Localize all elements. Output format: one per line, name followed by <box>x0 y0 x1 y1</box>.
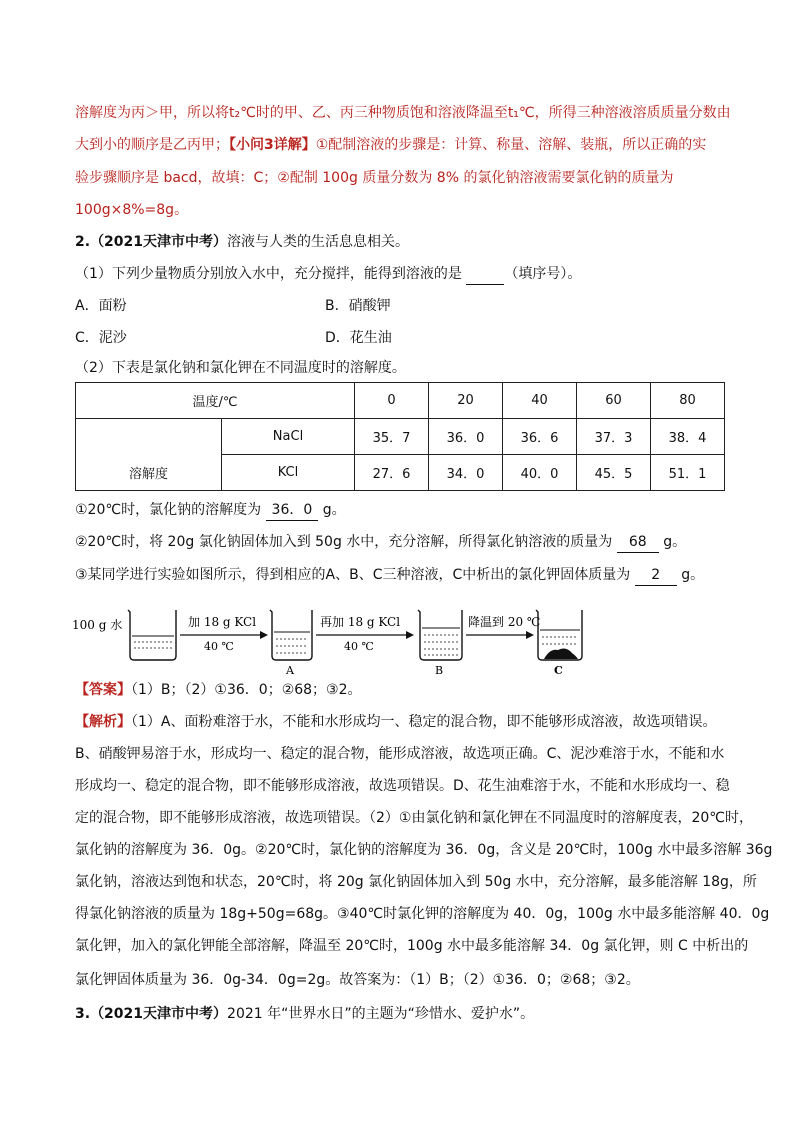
value-cell: 40．0 <box>503 455 577 491</box>
analysis-text: （1）A、面粉难溶于水，不能和水形成均一、稳定的混合物，即不能够形成溶液，故选项错误。 <box>131 714 717 730</box>
start-label: 100 g 水 <box>72 618 123 632</box>
part-1-text: （1）下列少量物质分别放入水中，充分搅拌，能得到溶液的是 <box>75 266 462 282</box>
temp-cell: 60 <box>577 383 651 419</box>
beaker-a-label: A <box>286 664 294 677</box>
value-cell: 45．5 <box>577 455 651 491</box>
prev-solution-line: 验步骤顺序是 bacd，故填：C；②配制 100g 质量分数为 8% 的氯化钠溶液需要氯化钠的质量为 <box>75 170 674 186</box>
analysis-line: 氯化钾，加入的氯化钾能全部溶解，降温至 20℃时，100g 水中最多能溶解 34．0g 氯化钾，则 C 中析出的 <box>75 938 749 954</box>
temp-cell: 80 <box>651 383 725 419</box>
question-number: 3. <box>75 1006 91 1022</box>
step-1-temp: 40 ℃ <box>204 640 234 653</box>
prev-solution-line: 100g×8%=8g。 <box>75 202 189 218</box>
row-label: 溶解度 <box>76 419 222 491</box>
analysis-line: 氯化钾固体质量为 36．0g-34．0g=2g。故答案为：（1）B；（2）①36．0；②68；③2。 <box>75 972 640 988</box>
question-source: （2021天津市中考） <box>90 1006 228 1022</box>
question-stem: 2021 年“世界水日”的主题为“珍惜水、爱护水”。 <box>227 1006 535 1022</box>
option-b: B．硝酸钾 <box>325 298 391 314</box>
sub-question-1 <box>75 500 725 521</box>
question-2-header <box>75 232 725 252</box>
value-cell: 37．3 <box>577 419 651 455</box>
step-1-label: 加 18 g KCl <box>188 615 257 629</box>
arrow-icon <box>466 631 534 639</box>
value-cell: 38．4 <box>651 419 725 455</box>
header-label: 温度/℃ <box>76 383 355 419</box>
sub-question-unit: g。 <box>681 567 705 583</box>
value-cell: 34．0 <box>429 455 503 491</box>
answer-line <box>75 680 725 700</box>
beaker-c-icon <box>536 610 582 660</box>
beaker-icon <box>128 610 176 660</box>
beaker-a-icon <box>270 610 312 660</box>
question-3-header <box>75 1004 725 1024</box>
beaker-b-label: B <box>435 664 444 677</box>
answer-blank: 2 <box>635 565 677 586</box>
answer-blank: 68 <box>617 532 659 553</box>
experiment-diagram-svg <box>72 598 632 678</box>
arrow-icon <box>316 631 414 639</box>
part-1-tail: （填序号）。 <box>504 266 582 282</box>
value-cell: 36．6 <box>503 419 577 455</box>
table-header-row <box>76 383 725 419</box>
table-row <box>76 419 725 455</box>
sub-question-3 <box>75 565 725 586</box>
analysis-line: 定的混合物，即不能够形成溶液，故选项错误。（2）①由氯化钠和氯化钾在不同温度时的溶解度表，20℃时， <box>75 810 753 826</box>
sub-question-text: ②20℃时，将 20g 氯化钠固体加入到 50g 水中，充分溶解，所得氯化钠溶液的质量为 <box>75 534 613 550</box>
answer-text: （1）B；（2）①36．0；②68；③2。 <box>131 682 362 698</box>
temp-cell: 20 <box>429 383 503 419</box>
sub-question-text: ③某同学进行实验如图所示，得到相应的A、B、C三种溶液，C中析出的氯化钾固体质量为 <box>75 567 631 583</box>
part-1-prompt <box>75 264 725 285</box>
experiment-diagram <box>72 598 632 678</box>
temp-cell: 40 <box>503 383 577 419</box>
temp-cell: 0 <box>355 383 429 419</box>
prev-solution-text: 大到小的顺序是乙丙甲； <box>75 137 229 153</box>
subquestion-tag: 【小问3详解】 <box>229 137 316 153</box>
prev-solution-text: ①配制溶液的步骤是：计算、称量、溶解、装瓶，所以正确的实 <box>315 137 707 153</box>
question-number: 2. <box>75 234 91 250</box>
step-3-label: 降温到 20 ℃ <box>468 615 541 629</box>
sub-question-unit: g。 <box>322 502 346 518</box>
sub-question-2 <box>75 532 725 553</box>
analysis-line: 氯化钠，溶液达到饱和状态，20℃时，将 20g 氯化钠固体加入到 50g 水中，充分溶解，最多能溶解 18g，所 <box>75 874 757 890</box>
prev-solution-line: 溶解度为丙＞甲，所以将t₂℃时的甲、乙、丙三种物质饱和溶液降温至t₁℃，所得三种溶液溶质质量分数由 <box>75 105 731 121</box>
step-2-label: 再加 18 g KCl <box>320 615 401 629</box>
beaker-b-icon <box>418 610 462 660</box>
analysis-line: 氯化钠的溶解度为 36．0g。②20℃时，氯化钠的溶解度为 36．0g，含义是 20℃时，100g 水中最多溶解 36g <box>75 842 773 858</box>
analysis-line: 形成均一、稳定的混合物，即不能够形成溶液，故选项错误。D、花生油难溶于水，不能和水形成均一、稳 <box>75 778 730 794</box>
option-a: A．面粉 <box>75 298 127 314</box>
solubility-table <box>75 382 725 491</box>
option-d: D．花生油 <box>325 330 392 346</box>
value-cell: 27．6 <box>355 455 429 491</box>
value-cell: 35．7 <box>355 419 429 455</box>
substance-cell: NaCl <box>222 419 355 455</box>
question-stem: 溶液与人类的生活息息相关。 <box>227 234 410 250</box>
prev-solution-line <box>75 135 725 155</box>
part-2-prompt: （2）下表是氯化钠和氯化钾在不同温度时的溶解度。 <box>75 360 406 376</box>
analysis-line: 得氯化钠溶液的质量为 18g+50g=68g。③40℃时氯化钾的溶解度为 40．0g，100g 水中最多能溶解 40．0g <box>75 906 770 922</box>
value-cell: 51．1 <box>651 455 725 491</box>
beaker-c-label: C <box>554 664 563 677</box>
step-2-temp: 40 ℃ <box>344 640 374 653</box>
value-cell: 36．0 <box>429 419 503 455</box>
analysis-line <box>75 712 725 732</box>
question-source: （2021天津市中考） <box>90 234 228 250</box>
sub-question-unit: g。 <box>663 534 687 550</box>
answer-blank <box>466 264 504 285</box>
arrow-icon <box>180 631 268 639</box>
answer-tag: 【答案】 <box>75 682 131 698</box>
sub-question-text: ①20℃时，氯化钠的溶解度为 <box>75 502 262 518</box>
option-c: C．泥沙 <box>75 330 127 346</box>
substance-cell: KCl <box>222 455 355 491</box>
answer-blank: 36．0 <box>266 500 319 521</box>
analysis-line: B、硝酸钾易溶于水，形成均一、稳定的混合物，能形成溶液，故选项正确。C、泥沙难溶于水，不能和水 <box>75 746 725 762</box>
analysis-tag: 【解析】 <box>75 714 131 730</box>
